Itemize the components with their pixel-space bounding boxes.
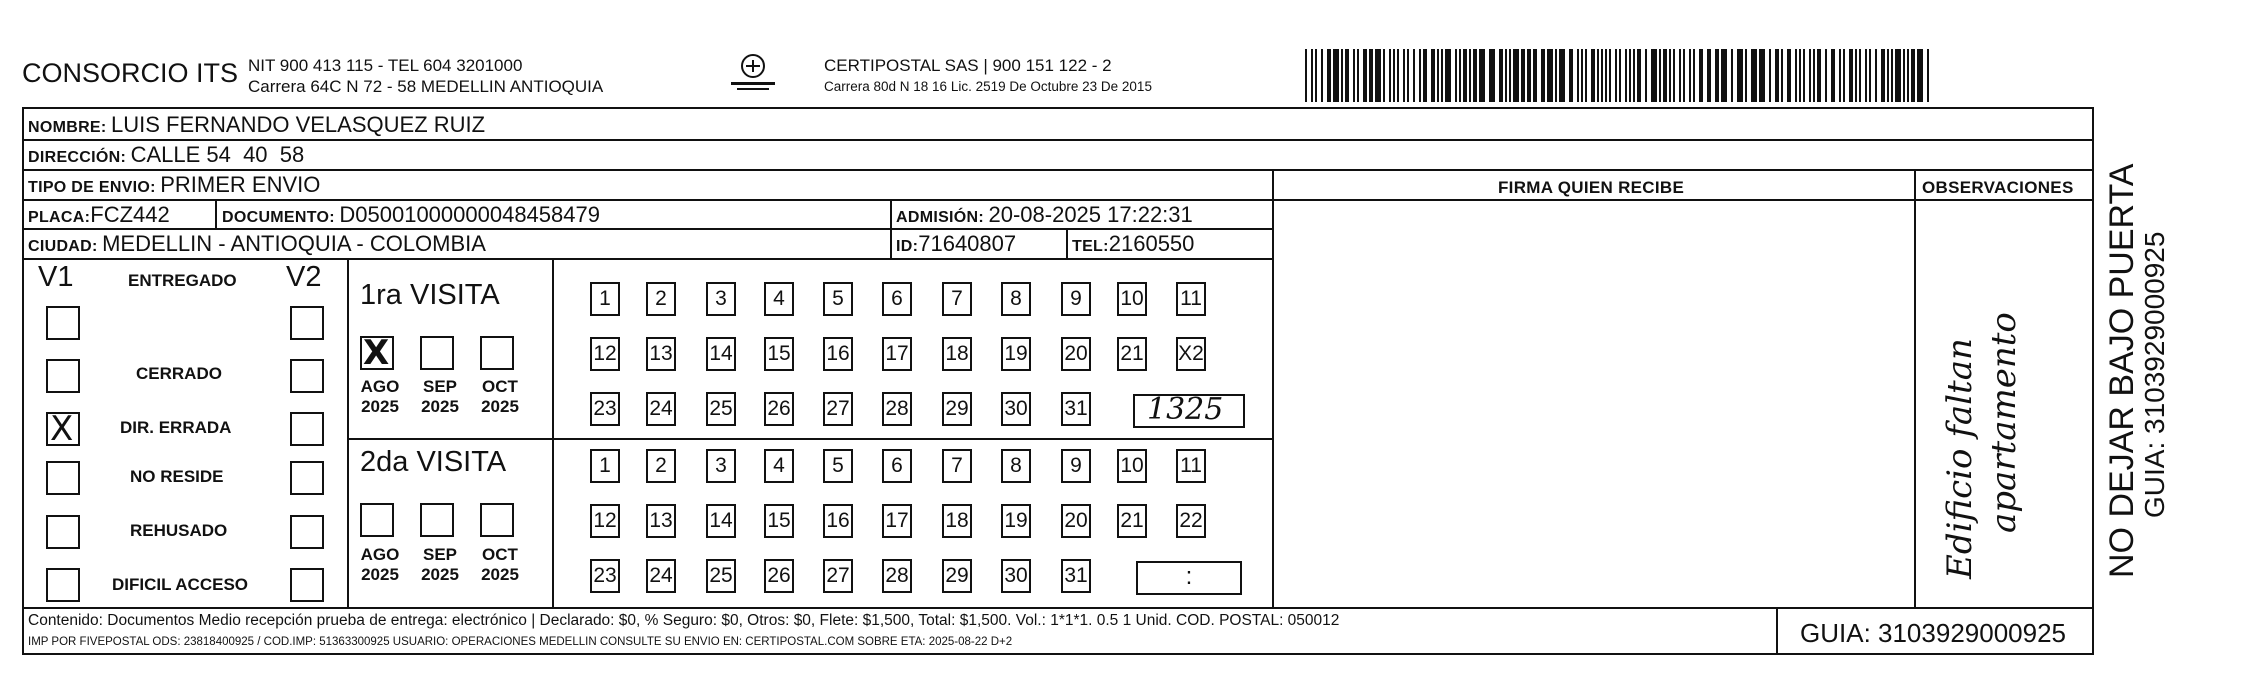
direccion-label: DIRECCIÓN:	[28, 149, 127, 166]
side-title: NO DEJAR BAJO PUERTA	[2103, 163, 2141, 578]
footer-guia: GUIA: 3103929000925	[1800, 618, 2066, 648]
visit2-day-box[interactable]: 21	[1117, 504, 1147, 538]
visit1-day-box[interactable]: 4	[764, 282, 794, 316]
visit2-day-box[interactable]: 24	[646, 559, 676, 593]
v2-entregado-checkbox[interactable]	[290, 306, 324, 340]
barcode-bar	[1345, 49, 1349, 102]
visit2-day-box[interactable]: 30	[1001, 559, 1031, 593]
visit1-day-box[interactable]: 26	[764, 392, 794, 426]
visit2-oct-checkbox[interactable]	[480, 503, 514, 537]
visit1-title: 1ra VISITA	[360, 279, 500, 311]
v1-dir-errada-mark: X	[50, 409, 74, 449]
barcode-bar	[1683, 49, 1685, 102]
barcode-bar	[1781, 49, 1783, 102]
visit1-day-box[interactable]: 12	[590, 337, 620, 371]
firma-label: FIRMA QUIEN RECIBE	[1498, 178, 1685, 197]
visit2-day-box[interactable]: 12	[590, 504, 620, 538]
barcode-bar	[1751, 49, 1757, 102]
barcode-bar	[1393, 49, 1395, 102]
placa-label: PLACA:	[28, 209, 91, 226]
visit2-day-box[interactable]: 23	[590, 559, 620, 593]
courier-license: Carrera 80d N 18 16 Lic. 2519 De Octubre 23 De 2015	[824, 79, 1152, 94]
v2-dificil-acceso-checkbox[interactable]	[290, 568, 324, 602]
delivery-form	[22, 107, 2094, 655]
observaciones-handwriting	[1938, 249, 2026, 579]
v1-rehusado-checkbox[interactable]	[46, 515, 80, 549]
barcode-bar	[1321, 49, 1323, 102]
barcode-bar	[1581, 49, 1583, 102]
barcode-bar	[1341, 49, 1343, 102]
barcode-bar	[1839, 49, 1841, 102]
visit2-day-box[interactable]: 31	[1061, 559, 1091, 593]
barcode-bar	[1737, 49, 1743, 102]
barcode-bar	[1849, 49, 1853, 102]
barcode-bar	[1813, 49, 1815, 102]
barcode-bar	[1479, 49, 1485, 102]
barcode-bar	[1389, 49, 1391, 102]
barcode-bar	[1353, 49, 1355, 102]
observaciones-label: OBSERVACIONES	[1922, 178, 2074, 197]
tipo-envio-field	[28, 172, 320, 198]
visit2-day-box[interactable]: 27	[823, 559, 853, 593]
v1-header: V1	[38, 261, 74, 293]
visit1-day-box[interactable]: 10	[1117, 282, 1147, 316]
barcode-bar	[1803, 49, 1805, 102]
v1-dir-errada-checkbox[interactable]	[46, 409, 80, 449]
barcode-bar	[1419, 49, 1421, 102]
barcode-bar	[1769, 49, 1771, 102]
visit1-day-box[interactable]: 29	[942, 392, 972, 426]
documento-value: D05001000000048458479	[339, 202, 600, 227]
barcode-bar	[1633, 49, 1635, 102]
visit1-day-box[interactable]: 14	[706, 337, 736, 371]
barcode-bar	[1463, 49, 1467, 102]
visit2-day-box[interactable]: 8	[1001, 449, 1031, 483]
barcode-bar	[1311, 49, 1313, 102]
barcode-bar	[1645, 49, 1647, 102]
barcode-bar	[1895, 49, 1901, 102]
visit2-day-box[interactable]: 9	[1061, 449, 1091, 483]
v2-rehusado-checkbox[interactable]	[290, 515, 324, 549]
visit1-day-box[interactable]: 3	[706, 282, 736, 316]
direccion-field	[28, 142, 304, 168]
tel-value: 2160550	[1108, 231, 1195, 256]
ciudad-value: MEDELLIN - ANTIOQUIA - COLOMBIA	[102, 231, 486, 256]
visit2-day-box[interactable]: 17	[882, 504, 912, 538]
courier-info	[824, 55, 1152, 97]
barcode-bar	[1403, 49, 1405, 102]
status-dificil-acceso-label: DIFICIL ACCESO	[112, 575, 249, 594]
barcode-bar	[1809, 49, 1811, 102]
side-panel	[2104, 118, 2170, 578]
visit2-day-box[interactable]: 15	[764, 504, 794, 538]
barcode-bar	[1333, 49, 1339, 102]
visit1-day-box[interactable]: 6	[882, 282, 912, 316]
barcode-bar	[1609, 49, 1611, 102]
barcode-bar	[1625, 49, 1627, 102]
barcode-bar	[1721, 49, 1727, 102]
company-address: Carrera 64C N 72 - 58 MEDELLIN ANTIOQUIA	[248, 77, 604, 96]
visit1-day-box[interactable]: 11	[1176, 282, 1206, 316]
visit2-day-box[interactable]: 25	[706, 559, 736, 593]
admision-field	[896, 202, 1193, 228]
barcode-bar	[1559, 49, 1565, 102]
visit1-day-box[interactable]: 16	[823, 337, 853, 371]
side-guia: GUIA: 3103929000925	[2139, 231, 2170, 518]
footer-imp-info: IMP POR FIVEPOSTAL ODS: 23818400925 / COD.IMP: 51363300925 USUARIO: OPERACIONES MEDELLIN CONSULTE SU ENVIO EN: CERTIPOSTAL.COM SOBRE ETA: 2025-08-22 D+2	[28, 636, 1013, 648]
barcode-bar	[1459, 49, 1461, 102]
v1-entregado-checkbox[interactable]	[46, 306, 80, 340]
barcode-bar	[1787, 49, 1791, 102]
barcode-bar	[1473, 49, 1477, 102]
visit2-month-sep: SEP 2025	[421, 545, 459, 584]
v2-header: V2	[286, 261, 322, 293]
visit2-title: 2da VISITA	[360, 446, 507, 478]
visit2-day-box[interactable]: 1	[590, 449, 620, 483]
visit2-day-box[interactable]: 2	[646, 449, 676, 483]
visit1-month-ago: AGO 2025	[360, 377, 400, 416]
barcode-bar	[1799, 49, 1801, 102]
status-no-reside-label: NO RESIDE	[130, 467, 224, 486]
barcode-bar	[1843, 49, 1845, 102]
barcode-bar	[1715, 49, 1719, 102]
barcode-bar	[1605, 49, 1607, 102]
barcode-bar	[1637, 49, 1641, 102]
tipo-envio-value: PRIMER ENVIO	[160, 172, 321, 197]
barcode-bar	[1489, 49, 1495, 102]
visit1-day-box[interactable]: X2	[1176, 337, 1206, 371]
visit1-day-box[interactable]: 23	[590, 392, 620, 426]
barcode-bar	[1659, 49, 1661, 102]
barcode-bar	[1629, 49, 1631, 102]
status-dir-errada-label: DIR. ERRADA	[120, 418, 232, 437]
visit2-day-box[interactable]: 28	[882, 559, 912, 593]
v1-no-reside-checkbox[interactable]	[46, 461, 80, 495]
tipo-envio-label: TIPO DE ENVIO:	[28, 179, 156, 196]
visit1-day-box[interactable]: 7	[942, 282, 972, 316]
barcode-bar	[1759, 49, 1765, 102]
barcode-bar	[1363, 49, 1367, 102]
visit1-sep-checkbox[interactable]	[420, 336, 454, 370]
barcode-bar	[1455, 49, 1457, 102]
visit2-day-box[interactable]: 4	[764, 449, 794, 483]
barcode-bar	[1831, 49, 1835, 102]
barcode-bar	[1911, 49, 1915, 102]
barcode-bar	[1663, 49, 1667, 102]
barcode-bar	[1413, 49, 1415, 102]
ciudad-label: CIUDAD:	[28, 238, 98, 255]
visit2-day-box[interactable]: 29	[942, 559, 972, 593]
documento-label: DOCUMENTO:	[222, 209, 335, 226]
barcode-bar	[1601, 49, 1603, 102]
visit2-day-box[interactable]: 11	[1176, 449, 1206, 483]
barcode-bar	[1699, 49, 1703, 102]
visit1-day-box[interactable]: 19	[1001, 337, 1031, 371]
visit1-time-box[interactable]	[1133, 394, 1245, 428]
barcode-bar	[1527, 49, 1531, 102]
visit1-ago-mark: X	[363, 333, 390, 373]
barcode-bar	[1825, 49, 1827, 102]
barcode-bar	[1669, 49, 1671, 102]
barcode-bar	[1521, 49, 1525, 102]
visit2-ago-checkbox[interactable]	[360, 503, 394, 537]
barcode-bar	[1509, 49, 1511, 102]
visit1-day-box[interactable]: 24	[646, 392, 676, 426]
visit2-month-ago: AGO 2025	[360, 545, 400, 584]
barcode-bar	[1689, 49, 1691, 102]
barcode-bar	[1569, 49, 1573, 102]
barcode-icon	[1305, 49, 1935, 102]
visit1-day-box[interactable]: 13	[646, 337, 676, 371]
certipostal-logo-icon	[723, 52, 783, 94]
company-nit: NIT 900 413 115 - TEL 604 3201000	[248, 56, 523, 75]
visit1-day-box[interactable]: 30	[1001, 392, 1031, 426]
barcode-bar	[1533, 49, 1537, 102]
barcode-bar	[1407, 49, 1409, 102]
status-rehusado-label: REHUSADO	[130, 521, 228, 540]
visit1-day-box[interactable]: 18	[942, 337, 972, 371]
barcode-bar	[1869, 49, 1871, 102]
visit1-day-box[interactable]: 1	[590, 282, 620, 316]
barcode-bar	[1431, 49, 1435, 102]
barcode-bar	[1397, 49, 1399, 102]
barcode-bar	[1865, 49, 1867, 102]
company-name: CONSORCIO ITS	[22, 58, 239, 88]
barcode-bar	[1651, 49, 1657, 102]
visit2-month-oct: OCT 2025	[481, 545, 519, 584]
barcode-bar	[1679, 49, 1681, 102]
barcode-bar	[1619, 49, 1621, 102]
documento-field	[222, 202, 600, 228]
barcode-bar	[1445, 49, 1451, 102]
admision-label: ADMISIÓN:	[896, 209, 985, 226]
barcode-bar	[1745, 49, 1747, 102]
observaciones-line1: Edificio faltan	[1940, 338, 1980, 579]
visit1-time-value: 1325	[1147, 392, 1224, 427]
barcode-bar	[1423, 49, 1427, 102]
nombre-value: LUIS FERNANDO VELASQUEZ RUIZ	[111, 112, 486, 137]
status-cerrado-label: CERRADO	[136, 364, 222, 383]
visit2-time-box[interactable]: :	[1136, 561, 1242, 595]
barcode-bar	[1369, 49, 1373, 102]
barcode-bar	[1315, 49, 1317, 102]
visit2-day-box[interactable]: 16	[823, 504, 853, 538]
observaciones-line2: apartamento	[1984, 312, 2024, 533]
barcode-bar	[1357, 49, 1359, 102]
barcode-bar	[1547, 49, 1553, 102]
barcode-bar	[1775, 49, 1779, 102]
barcode-bar	[1513, 49, 1519, 102]
barcode-bar	[1305, 49, 1307, 102]
visit2-day-box[interactable]: 26	[764, 559, 794, 593]
id-value: 71640807	[918, 231, 1017, 256]
company-info	[248, 55, 603, 97]
barcode-bar	[1383, 49, 1385, 102]
barcode-bar	[1917, 49, 1923, 102]
visit1-day-box[interactable]: 28	[882, 392, 912, 426]
visit2-day-box[interactable]: 14	[706, 504, 736, 538]
barcode-bar	[1875, 49, 1877, 102]
courier-name: CERTIPOSTAL SAS | 900 151 122 - 2	[824, 56, 1112, 75]
barcode-bar	[1615, 49, 1617, 102]
barcode-bar	[1437, 49, 1439, 102]
barcode-bar	[1891, 49, 1893, 102]
barcode-bar	[1499, 49, 1503, 102]
barcode-bar	[1707, 49, 1711, 102]
id-field	[896, 231, 1016, 257]
visit1-day-box[interactable]: 8	[1001, 282, 1031, 316]
visit1-ago-checkbox[interactable]	[360, 333, 394, 373]
tel-field	[1072, 231, 1194, 257]
placa-value: FCZ442	[90, 202, 170, 227]
nombre-field	[28, 112, 485, 138]
barcode-bar	[1375, 49, 1381, 102]
barcode-bar	[1585, 49, 1587, 102]
barcode-bar	[1881, 49, 1885, 102]
v1-cerrado-checkbox[interactable]	[46, 359, 80, 393]
v2-dir-errada-checkbox[interactable]	[290, 412, 324, 446]
barcode-bar	[1795, 49, 1797, 102]
id-label: ID:	[896, 238, 919, 255]
visit2-day-box[interactable]: 5	[823, 449, 853, 483]
visit2-day-box[interactable]: 6	[882, 449, 912, 483]
visit1-day-box[interactable]: 9	[1061, 282, 1091, 316]
barcode-bar	[1907, 49, 1909, 102]
barcode-bar	[1817, 49, 1821, 102]
barcode-bar	[1855, 49, 1857, 102]
visit1-day-box[interactable]: 5	[823, 282, 853, 316]
barcode-bar	[1673, 49, 1675, 102]
v1-dificil-acceso-checkbox[interactable]	[46, 568, 80, 602]
barcode-bar	[1469, 49, 1471, 102]
visit2-day-box[interactable]: 3	[706, 449, 736, 483]
placa-field	[28, 202, 170, 228]
visit1-month-sep: SEP 2025	[421, 377, 459, 416]
status-entregado-label: ENTREGADO	[128, 271, 237, 290]
visit2-day-box[interactable]: 10	[1117, 449, 1147, 483]
visit2-day-box[interactable]: 19	[1001, 504, 1031, 538]
visit1-month-oct: OCT 2025	[481, 377, 519, 416]
barcode-bar	[1591, 49, 1595, 102]
barcode-bar	[1541, 49, 1545, 102]
barcode-bar	[1555, 49, 1557, 102]
barcode-bar	[1693, 49, 1695, 102]
footer-contenido: Contenido: Documentos Medio recepción prueba de entrega: electrónico | Declarado: $0, % Seguro: $0, Otros: $0, Flete: $1,500, Total: $1,500. Vol.: 1*1*1. 0.5 1 Unid. COD. POSTAL: 050012	[28, 612, 1340, 629]
visit1-oct-checkbox[interactable]	[480, 336, 514, 370]
direccion-value: CALLE 54 40 58	[130, 142, 305, 167]
visit2-day-box[interactable]: 7	[942, 449, 972, 483]
visit1-day-box[interactable]: 25	[706, 392, 736, 426]
v2-no-reside-checkbox[interactable]	[290, 461, 324, 495]
nombre-label: NOMBRE:	[28, 119, 107, 136]
barcode-bar	[1441, 49, 1443, 102]
visit1-day-box[interactable]: 21	[1117, 337, 1147, 371]
admision-value: 20-08-2025 17:22:31	[988, 202, 1193, 227]
barcode-bar	[1859, 49, 1861, 102]
barcode-bar	[1577, 49, 1579, 102]
ciudad-field	[28, 231, 486, 257]
visit1-day-box[interactable]: 20	[1061, 337, 1091, 371]
barcode-bar	[1327, 49, 1331, 102]
visit1-day-box[interactable]: 2	[646, 282, 676, 316]
visit1-day-box[interactable]: 31	[1061, 392, 1091, 426]
visit2-sep-checkbox[interactable]	[420, 503, 454, 537]
visit1-day-box[interactable]: 15	[764, 337, 794, 371]
barcode-bar	[1731, 49, 1733, 102]
visit2-day-box[interactable]: 22	[1176, 504, 1206, 538]
visit2-day-box[interactable]: 18	[942, 504, 972, 538]
visit1-day-box[interactable]: 27	[823, 392, 853, 426]
barcode-bar	[1927, 49, 1929, 102]
visit1-day-box[interactable]: 17	[882, 337, 912, 371]
barcode-bar	[1887, 49, 1889, 102]
visit2-day-box[interactable]: 13	[646, 504, 676, 538]
v2-cerrado-checkbox[interactable]	[290, 359, 324, 393]
barcode-bar	[1903, 49, 1905, 102]
tel-label: TEL:	[1072, 238, 1109, 255]
barcode-bar	[1597, 49, 1599, 102]
barcode-bar	[1505, 49, 1507, 102]
visit2-day-box[interactable]: 20	[1061, 504, 1091, 538]
